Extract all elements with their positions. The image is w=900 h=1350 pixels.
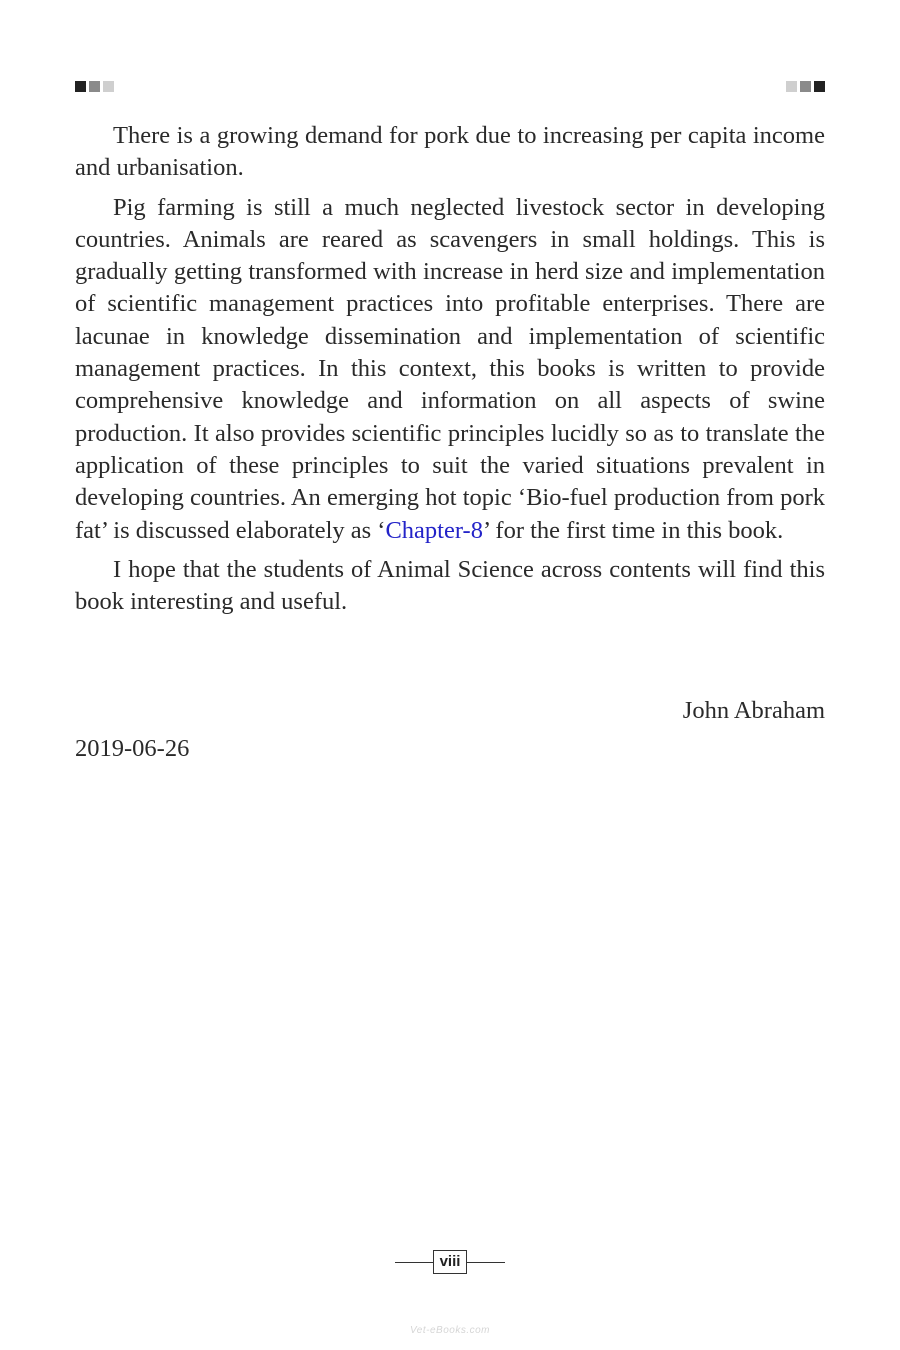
footer-rule-right [467,1262,505,1263]
header-ornament-right [786,81,825,92]
ornament-square-icon [814,81,825,92]
header-ornament-left [75,81,114,92]
paragraph-closing: I hope that the students of Animal Science across contents will find this book interesting and useful. [75,555,825,616]
paragraph-demand: There is a growing demand for pork due to increasing per capita income and urbanisation. [75,122,825,182]
ornament-square-icon [786,81,797,92]
preface-body [75,120,825,625]
paragraph-pig-farming-end: ’ for the first time in this book. [482,516,784,544]
chapter-link-quote-open: ‘ [377,516,386,544]
watermark: Vet-eBooks.com [410,1325,490,1336]
ornament-square-icon [103,81,114,92]
chapter-8-link[interactable]: Chapter-8 [385,516,483,544]
page-number: viii [433,1250,468,1274]
author-signature: John Abraham [682,697,825,724]
ornament-square-icon [75,81,86,92]
ornament-square-icon [800,81,811,92]
page-number-footer [0,1250,900,1274]
footer-rule-left [395,1262,433,1263]
paragraph-pig-farming [75,192,825,547]
ornament-square-icon [89,81,100,92]
preface-date: 2019-06-26 [75,735,190,762]
paragraph-pig-farming-text: Pig farming is still a much neglected livestock sector in developing countries. Animals are reared as scavengers in small holdings. This is gradually getting transformed with increase in herd size and implementation of scientific management practices into profitable enterprises. There are lacunae in knowledge dissemination and implementation of scientific management practices. In this context, this books is written to provide comprehensive knowledge and information on all aspects of swine production. It also provides scientific principles lucidly so as to translate the application of these principles to suit the varied situations prevalent in developing countries. An emerging hot topic ‘Bio-fuel production from pork fat’ is discussed elaborately as [75,193,825,544]
